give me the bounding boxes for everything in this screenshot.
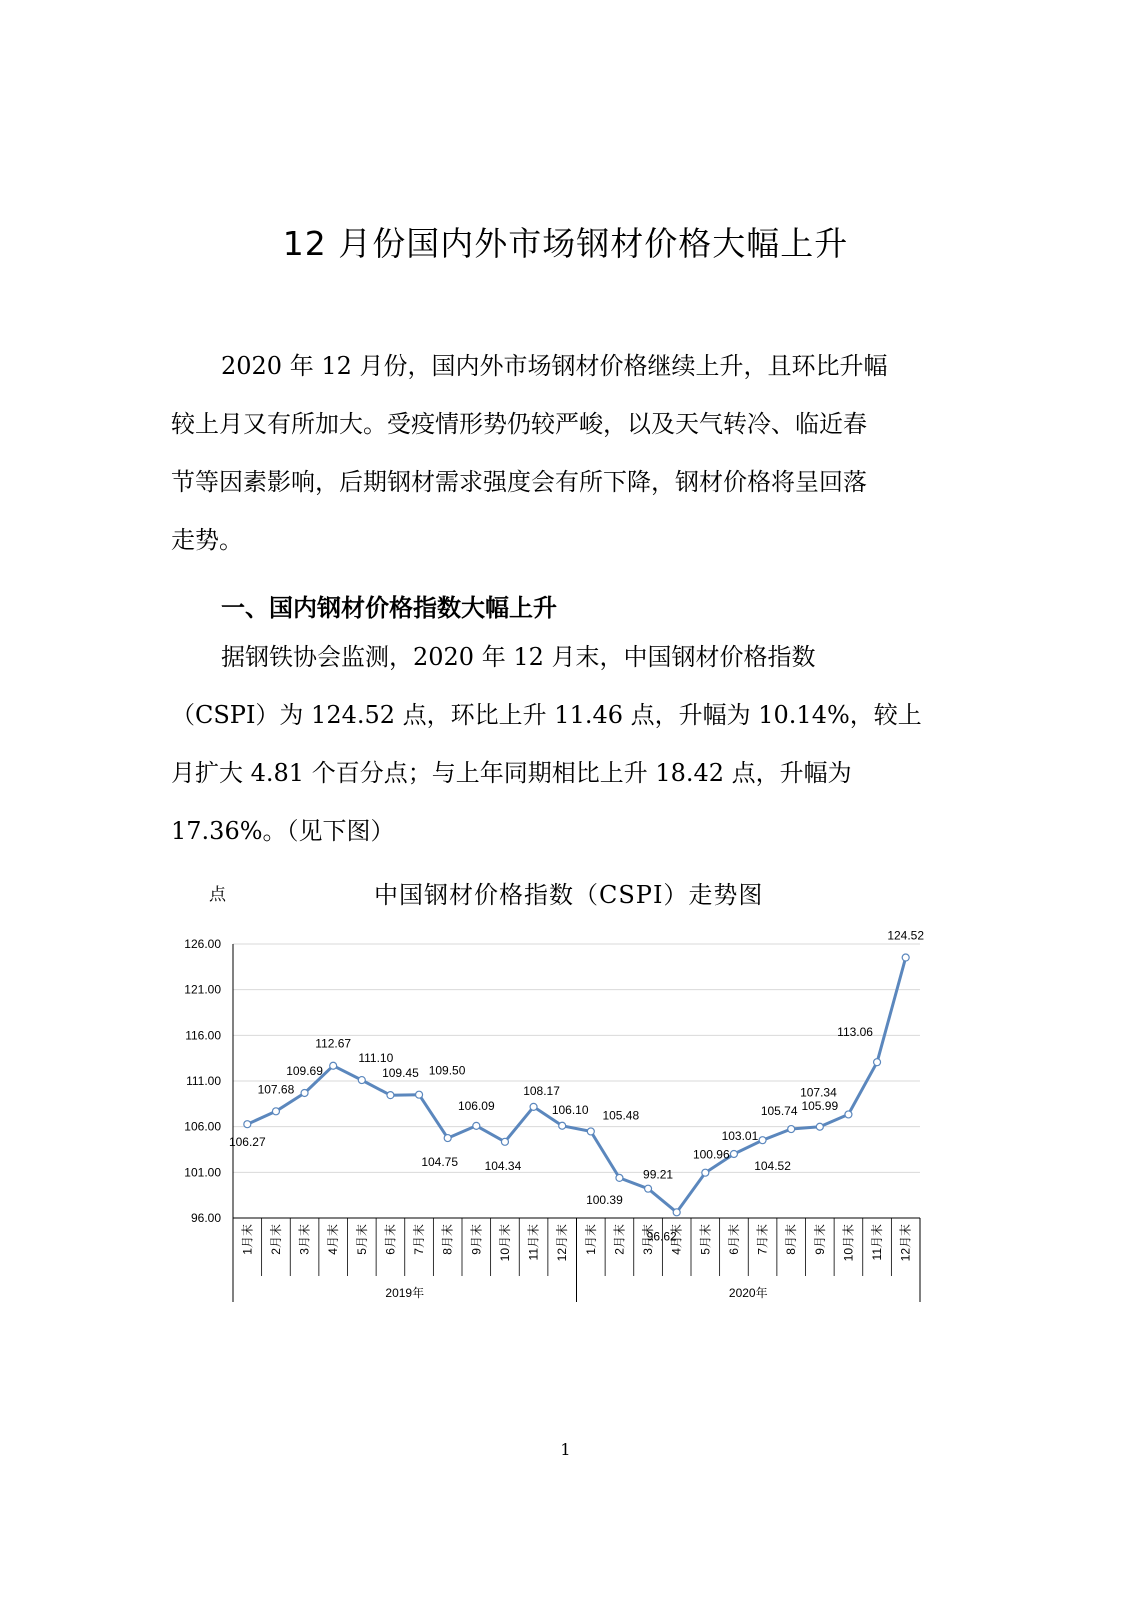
document-title: 12 月份国内外市场钢材价格大幅上升 (282, 224, 849, 263)
y-tick-label: 126.00 (184, 937, 221, 951)
group-label: 2020年 (728, 1286, 768, 1300)
data-label: 104.52 (754, 1159, 791, 1174)
paragraph-line: 较上月又有所加大。受疫情形势仍较严峻，以及天气转冷、临近春 (171, 410, 867, 438)
x-tick-label: 1月末 (240, 1224, 255, 1255)
x-tick-label: 2月末 (268, 1224, 283, 1255)
x-tick-label: 10月末 (841, 1224, 856, 1262)
data-point (816, 1123, 823, 1130)
x-tick-label: 4月末 (669, 1224, 684, 1255)
data-point (330, 1062, 337, 1069)
data-label: 105.99 (801, 1098, 839, 1113)
data-point (358, 1077, 365, 1084)
group-label: 2019年 (385, 1286, 425, 1300)
data-point (387, 1092, 394, 1099)
x-tick-label: 5月末 (698, 1224, 713, 1255)
data-label: 109.50 (428, 1063, 466, 1078)
data-point (645, 1185, 652, 1192)
x-tick-label: 12月末 (898, 1224, 913, 1262)
data-label: 109.45 (382, 1066, 419, 1081)
data-label: 107.34 (800, 1085, 837, 1100)
data-label: 100.39 (586, 1192, 623, 1207)
y-tick-label: 111.00 (186, 1074, 221, 1088)
x-tick-label: 1月末 (583, 1224, 598, 1255)
data-label: 106.27 (228, 1135, 266, 1150)
data-label: 105.48 (602, 1108, 640, 1123)
x-tick-label: 7月末 (412, 1224, 427, 1255)
paragraph-line: 节等因素影响，后期钢材需求强度会有所下降，钢材价格将呈回落 (171, 468, 867, 496)
data-point (759, 1137, 766, 1144)
x-tick-label: 6月末 (726, 1224, 741, 1255)
data-label: 111.10 (358, 1051, 394, 1066)
data-point (702, 1169, 709, 1176)
data-point (874, 1059, 881, 1066)
data-label: 109.69 (286, 1063, 323, 1078)
x-tick-label: 3月末 (641, 1224, 656, 1255)
paragraph-line: 走势。 (171, 526, 243, 554)
x-tick-label: 11月末 (870, 1224, 885, 1261)
x-tick-label: 11月末 (526, 1224, 541, 1261)
data-label: 108.17 (523, 1083, 560, 1098)
data-label: 124.52 (887, 928, 925, 943)
y-tick-label: 96.00 (190, 1211, 221, 1225)
data-point (559, 1122, 566, 1129)
paragraph-line: 月扩大 4.81 个百分点；与上年同期相比上升 18.42 点，升幅为 (171, 759, 852, 787)
data-point (845, 1111, 852, 1118)
data-point (501, 1138, 508, 1145)
data-point (530, 1103, 537, 1110)
data-point (730, 1150, 737, 1157)
data-label: 105.74 (760, 1104, 798, 1119)
paragraph-line: （CSPI）为 124.52 点，环比上升 11.46 点，升幅为 10.14%，较上 (171, 701, 922, 729)
data-label: 107.68 (257, 1082, 295, 1097)
data-label: 106.10 (551, 1102, 589, 1117)
chart-title: 中国钢材价格指数（CSPI）走势图 (374, 881, 764, 909)
data-label: 106.09 (457, 1098, 495, 1113)
x-tick-label: 8月末 (784, 1224, 799, 1255)
data-point (902, 954, 909, 961)
x-tick-label: 2月末 (612, 1224, 627, 1255)
x-tick-label: 5月末 (354, 1224, 369, 1255)
chart-unit-label: 点 (209, 885, 226, 905)
data-label: 99.21 (643, 1167, 674, 1182)
paragraph-line: 2020 年 12 月份，国内外市场钢材价格继续上升，且环比升幅 (221, 352, 888, 380)
y-tick-label: 116.00 (185, 1028, 221, 1043)
x-tick-label: 9月末 (469, 1224, 484, 1255)
data-point (301, 1089, 308, 1096)
data-label: 113.06 (837, 1025, 873, 1040)
data-label: 104.75 (421, 1155, 459, 1170)
x-tick-label: 7月末 (755, 1224, 770, 1255)
data-label: 100.96 (692, 1147, 730, 1162)
section-heading: 一、国内钢材价格指数大幅上升 (221, 594, 557, 622)
x-tick-label: 10月末 (497, 1224, 512, 1262)
page-number: 1 (560, 1440, 571, 1459)
data-label: 96.62 (646, 1229, 677, 1244)
x-tick-label: 8月末 (440, 1224, 455, 1255)
data-point (673, 1209, 680, 1216)
data-point (587, 1128, 594, 1135)
data-label: 112.67 (315, 1036, 352, 1051)
paragraph-line: 17.36%。（见下图） (171, 817, 395, 845)
y-tick-label: 101.00 (184, 1165, 221, 1180)
data-point (616, 1174, 623, 1181)
x-tick-label: 12月末 (555, 1224, 570, 1262)
data-label: 103.01 (721, 1128, 759, 1143)
data-point (473, 1122, 480, 1129)
data-point (416, 1091, 423, 1098)
data-label: 104.34 (484, 1158, 522, 1173)
x-tick-label: 3月末 (297, 1224, 312, 1255)
y-tick-label: 121.00 (184, 982, 221, 997)
data-point (272, 1108, 279, 1115)
y-tick-label: 106.00 (184, 1119, 221, 1134)
x-tick-label: 4月末 (326, 1224, 341, 1255)
data-point (444, 1135, 451, 1142)
data-point (788, 1126, 795, 1133)
x-tick-label: 9月末 (812, 1224, 827, 1255)
x-tick-label: 6月末 (383, 1224, 398, 1255)
paragraph-line: 据钢铁协会监测，2020 年 12 月末，中国钢材价格指数 (221, 643, 816, 671)
data-point (244, 1121, 251, 1128)
